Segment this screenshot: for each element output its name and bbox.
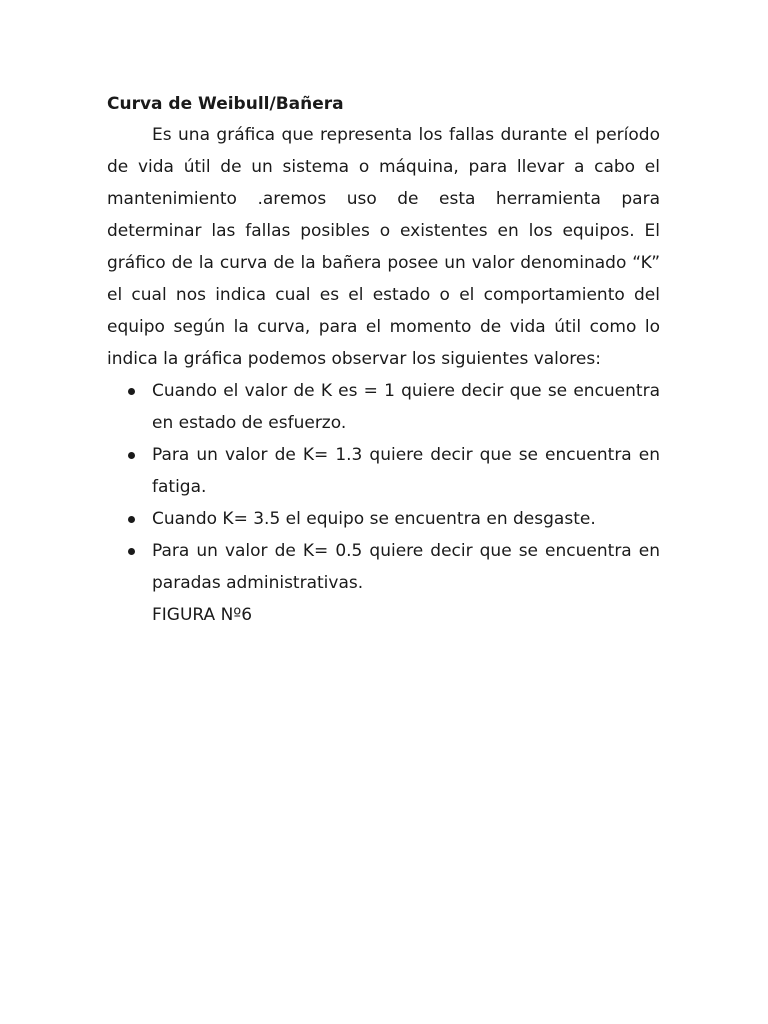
list-item [107,439,660,503]
list-item-text: Cuando K= 3.5 el equipo se encuentra en desgaste. [152,509,596,529]
intro-paragraph: Es una gráfica que representa los fallas durante el período de vida útil de un sistema o máquina, para llevar a cabo el mantenimiento .aremos uso de esta herramienta para determinar las fallas posibles o existentes en los equipos. El gráfico de la curva de la bañera posee un valor denominado “K” el cual nos indica cual es el estado o el comportamiento del equipo según la curva, para el momento de vida útil como lo indica la gráfica podemos observar los siguientes valores: [107,125,660,369]
bullet-dot-icon [128,452,135,459]
bullet-dot-icon [128,388,135,395]
list-item [107,375,660,439]
k-values-list [107,375,660,599]
list-item [107,535,660,599]
list-item-text: Para un valor de K= 1.3 quiere decir que se encuentra en fatiga. [152,445,660,497]
list-item-text: Para un valor de K= 0.5 quiere decir que se encuentra en paradas administrativas. [152,541,660,593]
list-item [107,503,660,535]
document-title: Curva de Weibull/Bañera [107,94,344,114]
figure-caption: FIGURA Nº6 [152,605,253,625]
bullet-dot-icon [128,516,135,523]
bullet-dot-icon [128,548,135,555]
list-item-text: Cuando el valor de K es = 1 quiere decir que se encuentra en estado de esfuerzo. [152,381,660,433]
document-page [107,90,660,631]
